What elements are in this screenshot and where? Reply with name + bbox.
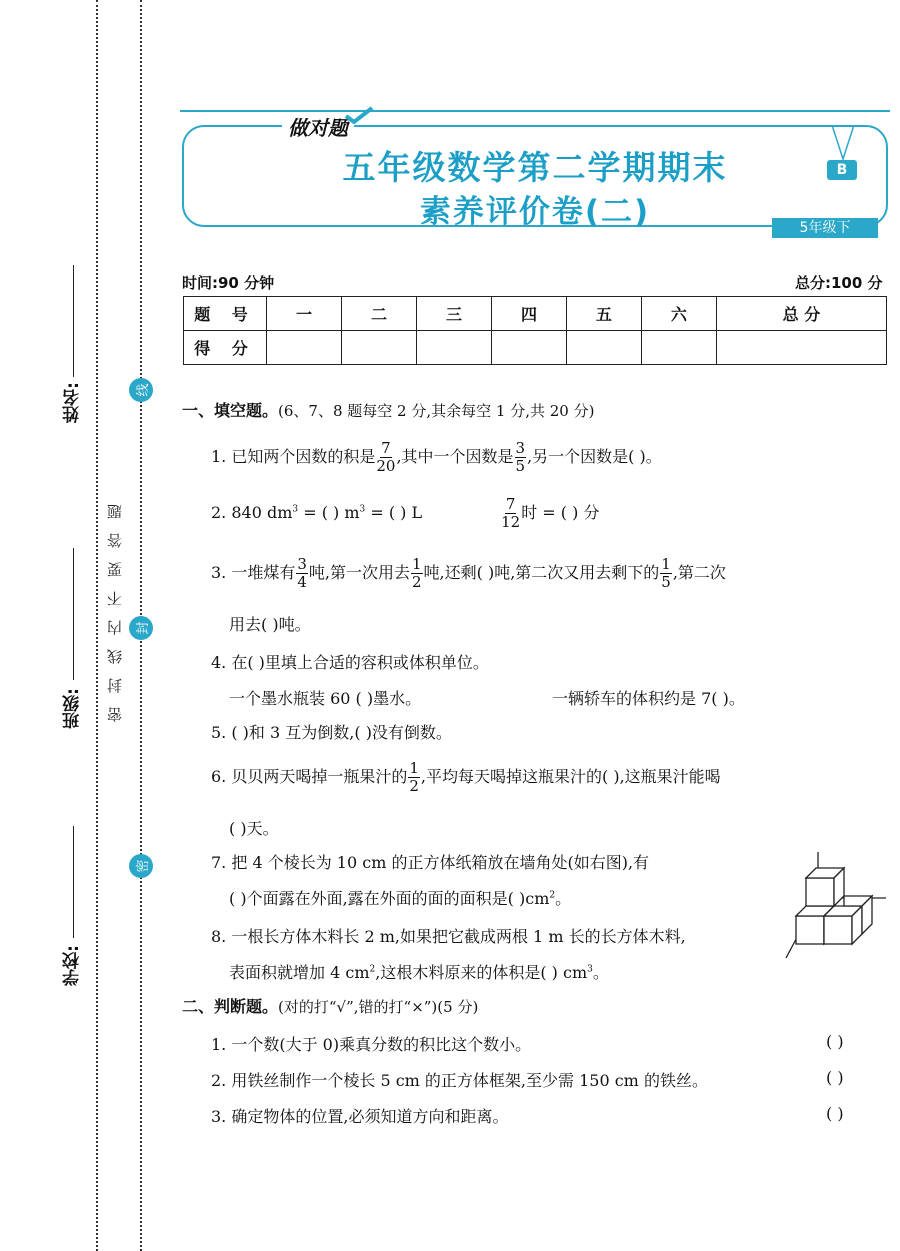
class-label: 班级: — [63, 688, 83, 729]
question-1-4: 4. 在( )里填上合适的容积或体积单位。 — [211, 653, 489, 672]
score-row-label: 得 分 — [184, 331, 267, 365]
name-label: 姓名: — [63, 382, 83, 423]
question-1-1: 1. 已知两个因数的积是 $\frac{7}{20}$ ,其中一个因数是 $\frac{3}{5}$ ,另一个因数是( )。 — [211, 439, 662, 475]
score-table-score-row — [184, 331, 887, 365]
question-1-3: 3. 一堆煤有 $\frac{3}{4}$ 吨,第一次用去 $\frac{1}{2}$ 吨,还剩( )吨,第二次又用去剩下的 $\frac{1}{5}$ ,第二次 — [211, 555, 726, 591]
fraction: $\frac{3}{4}$ — [297, 555, 307, 591]
judge-item-3: 3. 确定物体的位置,必须知道方向和距离。 — [211, 1107, 509, 1126]
score-cell[interactable] — [566, 331, 641, 365]
exam-time: 时间:90 分钟 — [182, 274, 275, 292]
score-cell[interactable] — [267, 331, 342, 365]
section2-heading: 二、判断题。(对的打“√”,错的打“×”)(5 分) — [182, 997, 479, 1016]
seal-mark-line: 线 — [129, 378, 153, 402]
judge-answer-1[interactable]: ( ) — [826, 1032, 844, 1051]
judge-item-1: 1. 一个数(大于 0)乘真分数的积比这个数小。 — [211, 1035, 532, 1054]
score-table — [183, 296, 887, 365]
score-header-cell: 题 号 — [184, 297, 267, 331]
question-1-6-cont: ( )天。 — [229, 819, 279, 838]
school-field[interactable] — [73, 826, 74, 938]
judge-item-2: 2. 用铁丝制作一个棱长 5 cm 的正方体框架,至少需 150 cm 的铁丝。 — [211, 1071, 708, 1090]
question-1-8: 8. 一根长方体木料长 2 m,如果把它截成两根 1 m 长的长方体木料, — [211, 927, 686, 946]
question-1-3-cont: 用去( )吨。 — [229, 615, 311, 634]
score-header-cell: 六 — [641, 297, 716, 331]
score-header-cell: 总 分 — [716, 297, 886, 331]
name-field[interactable] — [73, 265, 74, 377]
question-1-2: 2. 840 $dm^3$ = ( ) $m^3$ = ( ) L $\frac{7}{12}$ 时 = ( ) 分 — [211, 495, 600, 531]
school-label: 学校: — [63, 945, 83, 986]
tag-string-icon — [828, 125, 858, 161]
score-cell[interactable] — [416, 331, 491, 365]
score-header-cell: 一 — [267, 297, 342, 331]
seal-mark-secret: 密 — [129, 854, 153, 878]
brand-logo: 做对题 — [282, 112, 354, 141]
fraction: $\frac{1}{2}$ — [412, 555, 422, 591]
exam-title-line1: 五年级数学第二学期期末 — [342, 148, 728, 187]
judge-answer-2[interactable]: ( ) — [826, 1068, 844, 1087]
score-cell[interactable] — [491, 331, 566, 365]
fraction: $\frac{1}{5}$ — [661, 555, 671, 591]
grade-badge: 5年级下 — [772, 218, 878, 238]
score-cell[interactable] — [641, 331, 716, 365]
exam-title-line2: 素养评价卷(二) — [419, 194, 651, 230]
question-1-7-cont: ( )个面露在外面,露在外面的面的面积是( )$cm^2$。 — [229, 889, 572, 908]
question-1-6: 6. 贝贝两天喝掉一瓶果汁的 $\frac{1}{2}$ ,平均每天喝掉这瓶果汁的( ),这瓶果汁能喝 — [211, 759, 721, 795]
question-1-4-b: 一辆轿车的体积约是 7( )。 — [552, 689, 745, 708]
question-1-5: 5. ( )和 3 互为倒数,( )没有倒数。 — [211, 723, 452, 742]
version-tag: B — [827, 160, 857, 180]
checkmark-icon — [344, 106, 374, 124]
binding-dotted-line-outer — [96, 0, 98, 1251]
question-1-4-a: 一个墨水瓶装 60 ( )墨水。 — [229, 689, 422, 708]
fraction: $\frac{1}{2}$ — [409, 759, 419, 795]
score-header-cell: 四 — [491, 297, 566, 331]
fraction: $\frac{3}{5}$ — [515, 439, 526, 475]
score-header-cell: 三 — [416, 297, 491, 331]
score-cell[interactable] — [341, 331, 416, 365]
score-cell[interactable] — [716, 331, 886, 365]
judge-answer-3[interactable]: ( ) — [826, 1104, 844, 1123]
score-table-header-row — [184, 297, 887, 331]
cube-stack-figure — [782, 850, 890, 960]
question-1-7: 7. 把 4 个棱长为 10 cm 的正方体纸箱放在墙角处(如右图),有 — [211, 853, 650, 872]
score-header-cell: 二 — [341, 297, 416, 331]
section1-heading: 一、填空题。(6、7、8 题每空 2 分,其余每空 1 分,共 20 分) — [182, 401, 595, 420]
fraction: $\frac{7}{20}$ — [376, 439, 396, 475]
fraction: $\frac{7}{12}$ — [501, 495, 521, 531]
seal-mark-seal: 封 — [129, 616, 153, 640]
seal-notice: 密封线内不要答题 — [106, 490, 124, 722]
exam-total: 总分:100 分 — [795, 274, 883, 292]
score-header-cell: 五 — [566, 297, 641, 331]
question-1-8-cont: 表面积就增加 4 $cm^2$,这根木料原来的体积是( ) $cm^3$。 — [229, 963, 609, 982]
class-field[interactable] — [73, 548, 74, 680]
